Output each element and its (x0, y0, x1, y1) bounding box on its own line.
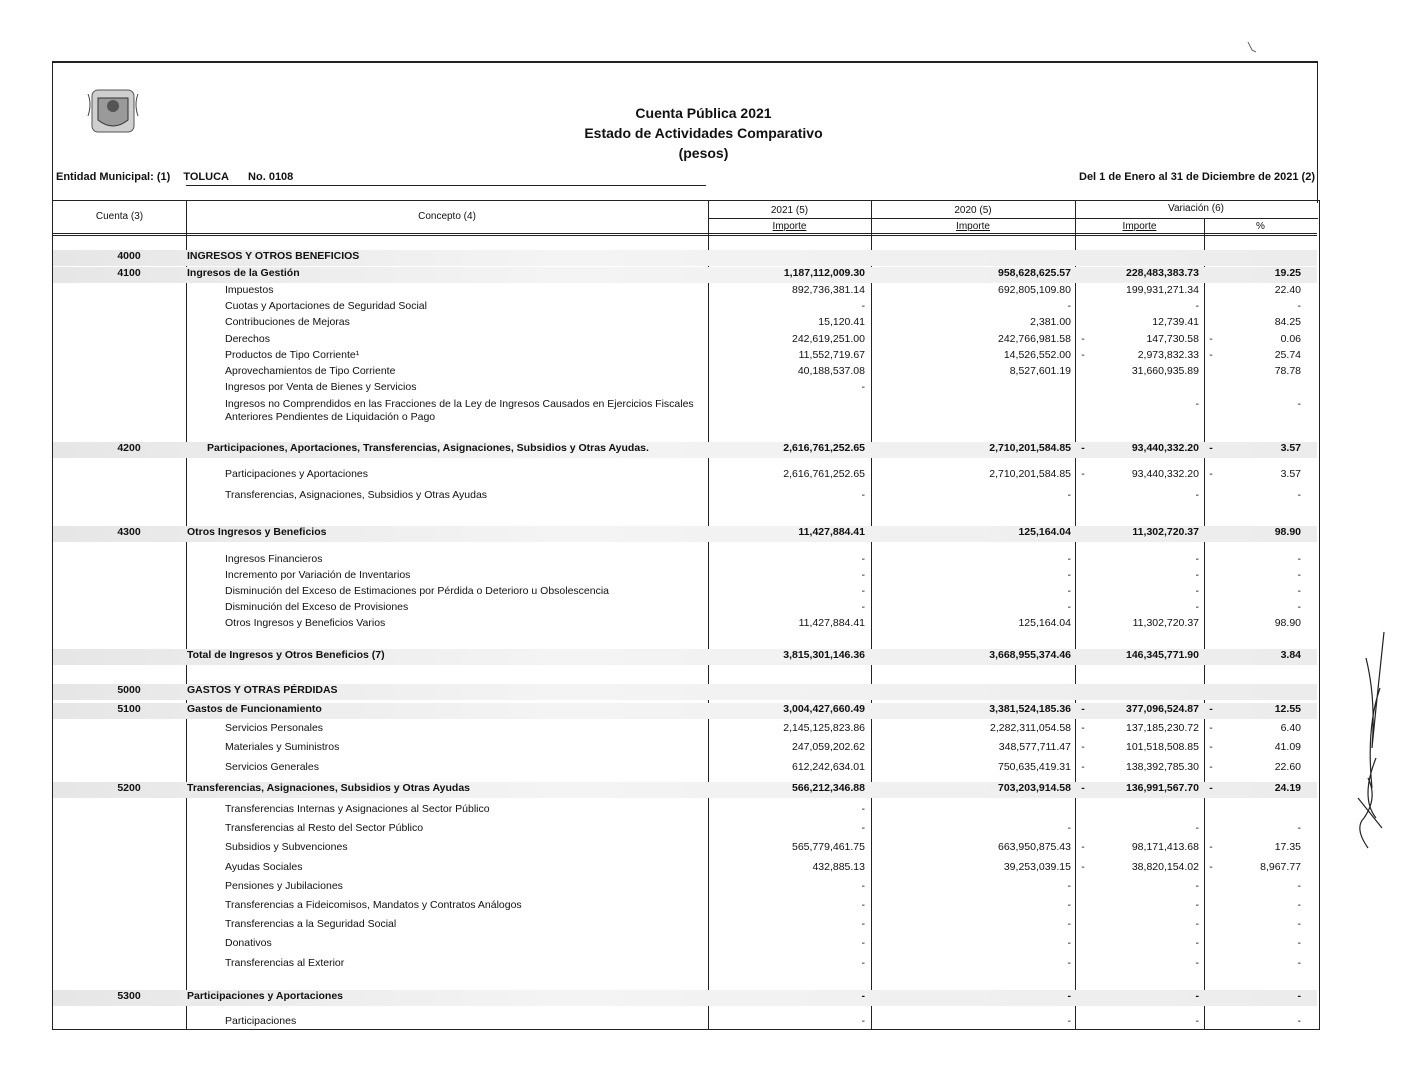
amount-2021: - (861, 990, 865, 1002)
amount-2020: - (1067, 585, 1071, 597)
variation-sign: - (1081, 703, 1085, 715)
variation-percent: - (1297, 398, 1301, 410)
table-row (53, 617, 1317, 633)
activities-table (52, 200, 1320, 1030)
amount-2021: - (861, 803, 865, 815)
report-period: Del 1 de Enero al 31 de Diciembre de 2021 (2) (1079, 171, 1315, 183)
account-code: 4100 (117, 267, 141, 279)
amount-2020: 750,635,419.31 (998, 761, 1071, 773)
concept-label: Transferencias, Asignaciones, Subsidios y Otras Ayudas (225, 489, 488, 501)
amount-2020: 125,164.04 (1018, 526, 1071, 538)
amount-2021: - (861, 585, 865, 597)
table-row (53, 585, 1317, 601)
table-row (53, 284, 1317, 300)
amount-2020: 3,668,955,374.46 (989, 649, 1071, 661)
percent-sign: - (1209, 442, 1213, 454)
concept-label: Transferencias a Fideicomisos, Mandatos y Contratos Análogos (225, 899, 522, 911)
amount-2021: 2,616,761,252.65 (783, 468, 865, 480)
amount-2020: 663,950,875.43 (998, 841, 1071, 853)
variation-sign: - (1081, 722, 1085, 734)
variation-amount: - (1195, 937, 1199, 949)
table-row (53, 442, 1317, 458)
amount-2020: - (1067, 489, 1071, 501)
concept-label: Transferencias al Exterior (225, 957, 345, 969)
concept-label: Disminución del Exceso de Provisiones (225, 601, 409, 613)
concept-label: Productos de Tipo Corriente¹ (225, 349, 360, 361)
concept-label: Gastos de Funcionamiento (187, 703, 322, 715)
table-row (53, 803, 1317, 819)
concept-label: Pensiones y Jubilaciones (225, 880, 343, 892)
table-row (53, 553, 1317, 569)
concept-label: Participaciones y Aportaciones (187, 990, 343, 1002)
header-divider (53, 233, 1317, 236)
percent-sign: - (1209, 468, 1213, 480)
amount-2020: - (1067, 918, 1071, 930)
table-row (53, 349, 1317, 365)
amount-2020: 2,710,201,584.85 (989, 442, 1071, 454)
col-header-2021: 2021 (5) (770, 205, 809, 216)
entity-name: TOLUCA (183, 171, 229, 183)
amount-2021: - (861, 601, 865, 613)
variation-percent: - (1297, 937, 1301, 949)
variation-amount: 147,730.58 (1146, 333, 1199, 345)
table-row (53, 649, 1317, 665)
amount-2021: - (861, 880, 865, 892)
variation-amount: 136,991,567.70 (1126, 782, 1199, 794)
percent-sign: - (1209, 761, 1213, 773)
amount-2021: 40,188,537.08 (797, 365, 865, 377)
variation-percent: - (1297, 489, 1301, 501)
concept-label: Disminución del Exceso de Estimaciones por Pérdida o Deterioro u Obsolescencia (225, 585, 610, 597)
account-code: 4300 (117, 526, 141, 538)
variation-amount: 2,973,832.33 (1137, 349, 1199, 361)
entity-underline (186, 185, 706, 186)
variation-amount: - (1195, 880, 1199, 892)
amount-2020: 692,805,109.80 (998, 284, 1071, 296)
account-code: 5200 (117, 782, 141, 794)
percent-sign: - (1209, 722, 1213, 734)
amount-2021: 247,059,202.62 (792, 741, 865, 753)
col-header-importe-2020: Importe (956, 221, 990, 232)
col-header-cuenta: Cuenta (3) (95, 211, 144, 222)
percent-sign: - (1209, 741, 1213, 753)
variation-amount: 12,739.41 (1152, 316, 1199, 328)
amount-2020: 2,381.00 (1030, 316, 1071, 328)
variation-percent: 17.35 (1274, 841, 1301, 853)
concept-label: Total de Ingresos y Otros Beneficios (7) (187, 649, 385, 661)
variation-amount: 228,483,383.73 (1126, 267, 1199, 279)
table-row (53, 990, 1317, 1006)
variation-percent: - (1297, 585, 1301, 597)
amount-2020: - (1067, 601, 1071, 613)
amount-2020: - (1067, 880, 1071, 892)
amount-2021: - (861, 918, 865, 930)
table-row (53, 316, 1317, 332)
variation-percent: - (1297, 918, 1301, 930)
variation-sign: - (1081, 349, 1085, 361)
table-row (53, 333, 1317, 349)
variation-amount: - (1195, 553, 1199, 565)
variation-sign: - (1081, 333, 1085, 345)
concept-label: GASTOS Y OTRAS PÉRDIDAS (187, 684, 338, 696)
variation-percent: - (1297, 601, 1301, 613)
table-row (53, 937, 1317, 953)
percent-sign: - (1209, 861, 1213, 873)
amount-2020: - (1067, 553, 1071, 565)
variation-amount: 93,440,332.20 (1131, 442, 1199, 454)
amount-2021: 3,815,301,146.36 (783, 649, 865, 661)
table-row (53, 569, 1317, 585)
variation-amount: - (1195, 300, 1199, 312)
concept-label: INGRESOS Y OTROS BENEFICIOS (187, 250, 360, 262)
handwritten-signature (1346, 628, 1396, 868)
amount-2021: 3,004,427,660.49 (783, 703, 865, 715)
variation-amount: - (1195, 1015, 1199, 1027)
amount-2021: 566,212,346.88 (792, 782, 865, 794)
variation-percent: 78.78 (1274, 365, 1301, 377)
table-row (53, 722, 1317, 738)
variation-percent: 22.40 (1274, 284, 1301, 296)
table-row (53, 782, 1317, 798)
amount-2021: 565,779,461.75 (792, 841, 865, 853)
amount-2020: 39,253,039.15 (1003, 861, 1071, 873)
percent-sign: - (1209, 782, 1213, 794)
concept-label: Materiales y Suministros (225, 741, 340, 753)
variation-sign: - (1081, 741, 1085, 753)
variation-amount: - (1195, 585, 1199, 597)
variation-percent: 3.57 (1280, 468, 1301, 480)
report-units: (pesos) (678, 145, 729, 161)
amount-2020: - (1067, 569, 1071, 581)
variation-amount: 98,171,413.68 (1131, 841, 1199, 853)
scan-mark (1246, 40, 1258, 56)
amount-2021: - (861, 381, 865, 393)
amount-2021: 2,616,761,252.65 (783, 442, 865, 454)
concept-label: Ingresos no Comprendidos en las Fracciones de la Ley de Ingresos Causados en Ejercicios Fiscales Anteriores Pendientes de Liquidación o Pago (225, 398, 694, 423)
variation-percent: 12.55 (1274, 703, 1301, 715)
concept-label: Participaciones (225, 1015, 297, 1027)
concept-label: Transferencias a la Seguridad Social (225, 918, 397, 930)
variation-percent: 98.90 (1274, 617, 1301, 629)
variation-amount: 137,185,230.72 (1126, 722, 1199, 734)
amount-2020: - (1067, 1015, 1071, 1027)
concept-label: Servicios Personales (225, 722, 324, 734)
amount-2020: 8,527,601.19 (1009, 365, 1071, 377)
table-row (53, 267, 1317, 283)
concept-label: Aprovechamientos de Tipo Corriente (225, 365, 396, 377)
amount-2020: - (1067, 822, 1071, 834)
variation-sign: - (1081, 782, 1085, 794)
account-code: 5000 (117, 684, 141, 696)
variation-percent: - (1297, 553, 1301, 565)
table-row (53, 365, 1317, 381)
col-header-2020: 2020 (5) (954, 205, 992, 216)
variation-amount: 38,820,154.02 (1131, 861, 1199, 873)
variation-percent: 98.90 (1274, 526, 1301, 538)
amount-2021: - (861, 957, 865, 969)
concept-label: Participaciones y Aportaciones (225, 468, 368, 480)
variation-percent: 8,967.77 (1260, 861, 1301, 873)
amount-2021: - (861, 822, 865, 834)
account-code: 4000 (117, 250, 141, 262)
table-row (53, 300, 1317, 316)
variation-amount: 101,518,508.85 (1126, 741, 1199, 753)
header-sub-divider (708, 218, 1318, 219)
variation-amount: - (1195, 601, 1199, 613)
amount-2021: - (861, 899, 865, 911)
table-row (53, 822, 1317, 838)
amount-2020: 242,766,981.58 (998, 333, 1071, 345)
variation-percent: - (1297, 1015, 1301, 1027)
amount-2020: 14,526,552.00 (1003, 349, 1071, 361)
variation-percent: 41.09 (1274, 741, 1301, 753)
amount-2020: - (1067, 990, 1071, 1002)
variation-amount: - (1195, 398, 1199, 410)
amount-2021: 892,736,381.14 (792, 284, 865, 296)
entity-info (56, 171, 299, 183)
col-header-importe-2021: Importe (772, 221, 807, 232)
variation-percent: 3.57 (1280, 442, 1301, 454)
account-code: 5300 (117, 990, 141, 1002)
variation-percent: 6.40 (1280, 722, 1301, 734)
table-row (53, 526, 1317, 542)
percent-sign: - (1209, 333, 1213, 345)
variation-percent: 84.25 (1274, 316, 1301, 328)
variation-amount: - (1195, 990, 1199, 1002)
col-header-importe-variacion: Importe (1122, 221, 1157, 232)
concept-label: Ingresos de la Gestión (187, 267, 300, 279)
amount-2020: 125,164.04 (1018, 617, 1071, 629)
variation-percent: - (1297, 822, 1301, 834)
variation-percent: 19.25 (1274, 267, 1301, 279)
variation-amount: 377,096,524.87 (1126, 703, 1199, 715)
variation-amount: 138,392,785.30 (1126, 761, 1199, 773)
variation-sign: - (1081, 468, 1085, 480)
amount-2021: 1,187,112,009.30 (783, 267, 865, 279)
report-subtitle: Estado de Actividades Comparativo (584, 125, 823, 141)
variation-amount: - (1195, 822, 1199, 834)
variation-amount: 146,345,771.90 (1126, 649, 1199, 661)
concept-label: Servicios Generales (225, 761, 319, 773)
table-row (53, 684, 1317, 700)
amount-2020: 3,381,524,185.36 (989, 703, 1071, 715)
amount-2020: - (1067, 937, 1071, 949)
table-row (53, 918, 1317, 934)
table-row (53, 1015, 1317, 1031)
table-row (53, 489, 1317, 505)
variation-percent: 3.84 (1280, 649, 1301, 661)
table-row (53, 957, 1317, 973)
amount-2021: 15,120.41 (818, 316, 865, 328)
table-row (53, 741, 1317, 757)
table-row (53, 601, 1317, 617)
amount-2020: - (1067, 957, 1071, 969)
col-header-variacion: Variación (6) (1168, 203, 1224, 214)
concept-label: Ayudas Sociales (225, 861, 303, 873)
variation-percent: 22.60 (1274, 761, 1301, 773)
table-row (53, 880, 1317, 896)
concept-label: Subsidios y Subvenciones (225, 841, 348, 853)
amount-2021: 11,427,884.41 (798, 526, 865, 538)
amount-2021: - (861, 553, 865, 565)
concept-label: Ingresos Financieros (225, 553, 323, 565)
amount-2021: - (861, 1015, 865, 1027)
amount-2020: - (1067, 300, 1071, 312)
variation-sign: - (1081, 861, 1085, 873)
amount-2021: 612,242,634.01 (792, 761, 865, 773)
table-row (53, 841, 1317, 857)
table-row (53, 899, 1317, 915)
variation-amount: - (1195, 918, 1199, 930)
amount-2021: 11,427,884.41 (798, 617, 865, 629)
account-code: 4200 (117, 442, 141, 454)
amount-2021: 432,885.13 (812, 861, 865, 873)
table-row (53, 381, 1317, 397)
account-code: 5100 (117, 703, 141, 715)
amount-2020: 958,628,625.57 (998, 267, 1071, 279)
variation-sign: - (1081, 761, 1085, 773)
table-row (53, 761, 1317, 777)
table-row (53, 398, 1317, 426)
concept-label: Donativos (225, 937, 272, 949)
percent-sign: - (1209, 703, 1213, 715)
table-row (53, 861, 1317, 877)
concept-label: Otros Ingresos y Beneficios Varios (225, 617, 386, 629)
report-title: Cuenta Pública 2021 (635, 105, 772, 121)
variation-percent: - (1297, 957, 1301, 969)
variation-percent: - (1297, 569, 1301, 581)
variation-amount: 11,302,720.37 (1132, 526, 1199, 538)
variation-amount: - (1195, 899, 1199, 911)
concept-label: Transferencias al Resto del Sector Público (225, 822, 424, 834)
concept-label: Otros Ingresos y Beneficios (187, 526, 327, 538)
concept-label: Participaciones, Aportaciones, Transferencias, Asignaciones, Subsidios y Otras Ayudas. (207, 442, 649, 454)
variation-amount: - (1195, 569, 1199, 581)
concept-label: Cuotas y Aportaciones de Seguridad Social (225, 300, 427, 312)
percent-sign: - (1209, 349, 1213, 361)
amount-2021: - (861, 937, 865, 949)
variation-percent: - (1297, 300, 1301, 312)
variation-amount: 11,302,720.37 (1132, 617, 1199, 629)
concept-label: Transferencias, Asignaciones, Subsidios y Otras Ayudas (187, 782, 471, 794)
amount-2021: 242,619,251.00 (792, 333, 865, 345)
variation-amount: 31,660,935.89 (1131, 365, 1199, 377)
amount-2021: - (861, 489, 865, 501)
concept-label: Derechos (225, 333, 270, 345)
amount-2021: - (861, 300, 865, 312)
variation-amount: 93,440,332.20 (1131, 468, 1199, 480)
variation-percent: - (1297, 880, 1301, 892)
concept-label: Contribuciones de Mejoras (225, 316, 350, 328)
col-header-concepto: Concepto (4) (418, 211, 476, 222)
variation-percent: - (1297, 990, 1301, 1002)
concept-label: Ingresos por Venta de Bienes y Servicios (225, 381, 417, 393)
variation-sign: - (1081, 841, 1085, 853)
entity-number: No. 0108 (248, 171, 294, 183)
variation-sign: - (1081, 442, 1085, 454)
concept-label: Impuestos (225, 284, 274, 296)
col-header-pct: % (1256, 221, 1265, 232)
variation-percent: 24.19 (1274, 782, 1301, 794)
concept-label: Transferencias Internas y Asignaciones al Sector Público (225, 803, 490, 815)
amount-2020: 2,282,311,054.58 (990, 722, 1071, 734)
concept-label: Incremento por Variación de Inventarios (225, 569, 411, 581)
variation-percent: 25.74 (1274, 349, 1301, 361)
variation-amount: - (1195, 957, 1199, 969)
amount-2020: 703,203,914.58 (998, 782, 1071, 794)
variation-percent: 0.06 (1280, 333, 1301, 345)
amount-2021: 11,552,719.67 (798, 349, 865, 361)
variation-percent: - (1297, 899, 1301, 911)
variation-amount: - (1195, 489, 1199, 501)
amount-2021: - (861, 569, 865, 581)
table-row (53, 703, 1317, 719)
amount-2020: - (1067, 899, 1071, 911)
table-row (53, 250, 1317, 266)
table-row (53, 468, 1317, 484)
amount-2021: 2,145,125,823.86 (783, 722, 865, 734)
entity-label: Entidad Municipal: (1) (56, 171, 171, 183)
amount-2020: 348,577,711.47 (998, 741, 1071, 753)
variation-amount: 199,931,271.34 (1126, 284, 1199, 296)
percent-sign: - (1209, 841, 1213, 853)
amount-2020: 2,710,201,584.85 (989, 468, 1071, 480)
